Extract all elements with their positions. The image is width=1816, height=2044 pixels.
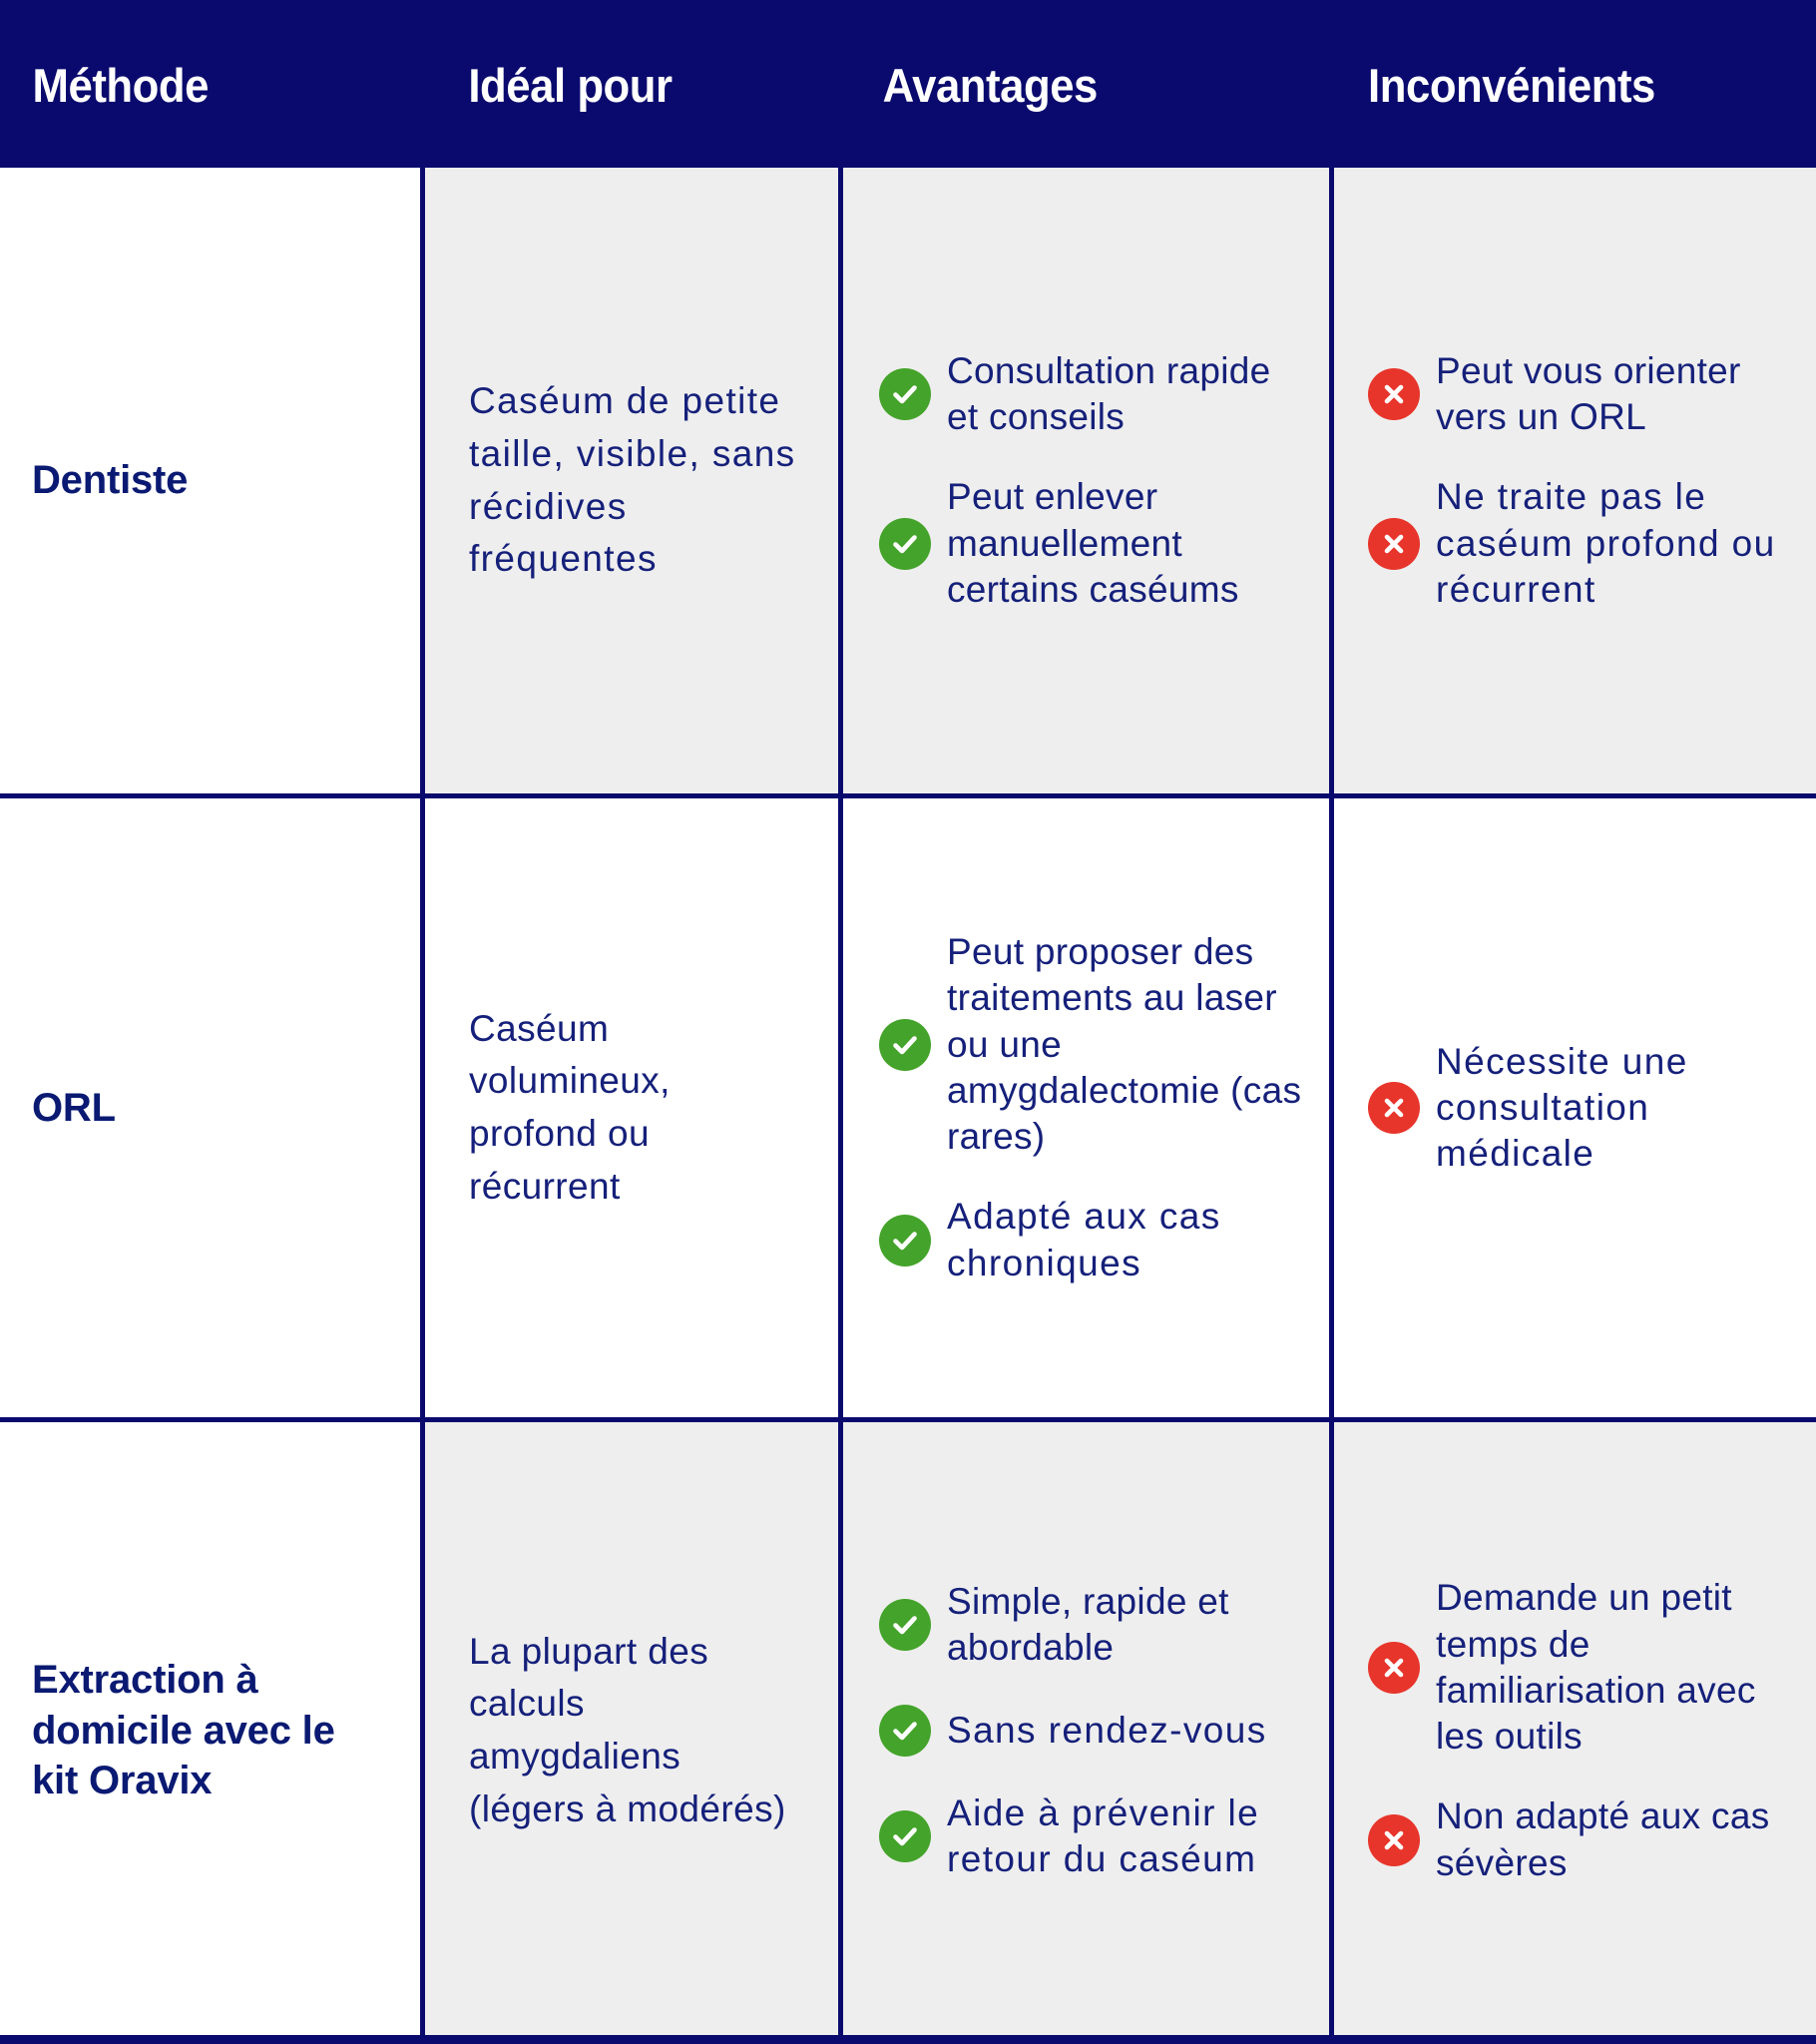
ideal-text: Caséum de petite taille, visible, sans récidives fréquentes (469, 380, 796, 580)
ideal-text: Caséum volumineux, profond ou récurrent (469, 1007, 671, 1207)
list-item (879, 1790, 1303, 1883)
method-name: Dentiste (32, 458, 189, 503)
check-circle-icon (879, 518, 931, 570)
cell-inconvenients (1329, 1422, 1816, 2039)
method-name: ORL (32, 1085, 116, 1130)
method-name: Extraction à domicile avec le kit Oravix (32, 1657, 335, 1803)
cell-ideal-pour (420, 1422, 838, 2039)
column-header-methode: Méthode (32, 59, 209, 112)
table-body (0, 163, 1816, 2039)
advantages-list (879, 1562, 1303, 1900)
cross-circle-icon (1368, 518, 1420, 570)
drawbacks-list (1368, 331, 1790, 630)
list-item (1368, 1575, 1790, 1760)
list-item (1368, 474, 1790, 613)
list-item-label: Consultation rapide et conseils (947, 349, 1271, 438)
cell-method (0, 168, 420, 793)
list-item-label: Simple, rapide et abordable (947, 1580, 1229, 1668)
advantages-list (879, 331, 1303, 630)
list-item-label: Non adapté aux cas sévères (1436, 1795, 1770, 1883)
cell-avantages (838, 1422, 1329, 2039)
check-circle-icon (879, 1215, 931, 1267)
list-item-label: Adapté aux cas chroniques (947, 1196, 1221, 1283)
list-item-label: Sans rendez-vous (947, 1709, 1267, 1751)
list-item (879, 348, 1303, 441)
list-item (1368, 1039, 1790, 1178)
list-item (879, 1579, 1303, 1672)
list-item-label: Peut enlever manuellement certains caséums (947, 476, 1239, 610)
list-item-label: Demande un petit temps de familiarisation avec les outils (1436, 1577, 1756, 1757)
list-item-label: Peut proposer des traitements au laser ou une amygdalectomie (cas rares) (947, 931, 1302, 1158)
check-circle-icon (879, 1019, 931, 1071)
list-item-label: Ne traite pas le caséum profond ou récurrent (1436, 476, 1776, 610)
list-item-label: Aide à prévenir le retour du caséum (947, 1792, 1260, 1880)
column-header-ideal-pour: Idéal pour (468, 59, 673, 112)
list-item (1368, 348, 1790, 441)
cell-ideal-pour (420, 798, 838, 1417)
cell-method (0, 1422, 420, 2039)
check-circle-icon (879, 368, 931, 420)
table-row (0, 163, 1816, 793)
cell-avantages (838, 798, 1329, 1417)
column-header-avantages: Avantages (882, 59, 1098, 112)
check-circle-icon (879, 1810, 931, 1862)
table-row (0, 1417, 1816, 2039)
cross-circle-icon (1368, 1814, 1420, 1866)
cell-avantages (838, 168, 1329, 793)
check-circle-icon (879, 1599, 931, 1651)
list-item (879, 1194, 1303, 1286)
table-header-row (0, 0, 1816, 163)
column-header-inconvenients: Inconvénients (1368, 59, 1655, 112)
check-circle-icon (879, 1705, 931, 1757)
drawbacks-list (1368, 1558, 1790, 1903)
table-row (0, 793, 1816, 1417)
advantages-list (879, 912, 1303, 1303)
list-item (879, 1705, 1303, 1757)
ideal-text: La plupart des calculs amygdaliens (légers à modérés) (469, 1630, 786, 1829)
list-item-label: Peut vous orienter vers un ORL (1436, 349, 1741, 438)
cell-inconvenients (1329, 798, 1816, 1417)
list-item (879, 474, 1303, 613)
drawbacks-list (1368, 1022, 1790, 1195)
cross-circle-icon (1368, 368, 1420, 420)
list-item (879, 929, 1303, 1160)
cross-circle-icon (1368, 1082, 1420, 1134)
cell-inconvenients (1329, 168, 1816, 793)
cell-method (0, 798, 420, 1417)
list-item (1368, 1793, 1790, 1886)
cross-circle-icon (1368, 1642, 1420, 1694)
cell-ideal-pour (420, 168, 838, 793)
list-item-label: Nécessite une consultation médicale (1436, 1040, 1688, 1175)
